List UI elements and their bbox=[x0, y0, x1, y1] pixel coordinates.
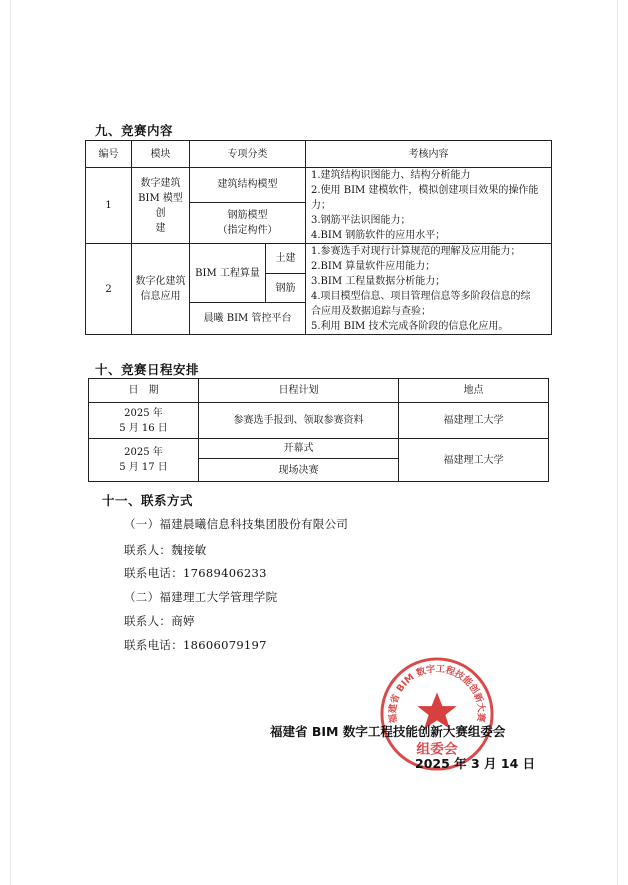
seal-arc-text: 福建省 BIM 数字工程技能创新大赛 bbox=[387, 663, 487, 724]
table-row bbox=[89, 403, 549, 439]
row1-number: 1 bbox=[86, 168, 132, 244]
signature-date: 2025 年 3 月 14 日 bbox=[415, 756, 536, 771]
schedule-plan-2a: 开幕式 bbox=[199, 439, 399, 459]
header-location: 地点 bbox=[399, 379, 549, 403]
row2-category-platform: 晨曦 BIM 管控平台 bbox=[190, 303, 306, 335]
header-date: 日 期 bbox=[89, 379, 199, 403]
contact-person-1: 联系人：魏接敏 bbox=[124, 543, 207, 557]
schedule-header-row bbox=[89, 379, 549, 403]
contact-org-2: （二）福建理工大学管理学院 bbox=[124, 590, 278, 604]
section-10-title: 十、竞赛日程安排 bbox=[95, 362, 200, 377]
row2-content: 1.参赛选手对现行计算规范的理解及应用能力； 2.BIM 算量软件应用能力； 3.BIM 工程量数据分析能力； 4.项目模型信息、项目管理信息等多阶段信息的综 合应用及数据追踪与查验； 5.利用 BIM 技术完成各阶段的信息化应用。 bbox=[306, 244, 552, 335]
row2-sub-rebar: 钢筋 bbox=[266, 274, 306, 303]
header-plan: 日程计划 bbox=[199, 379, 399, 403]
row2-module: 数字化建筑 信息应用 bbox=[132, 244, 190, 335]
page-edge-left bbox=[10, 0, 11, 885]
contact-phone-1: 联系电话：17689406233 bbox=[124, 566, 267, 580]
contact-org-1: （一）福建晨曦信息科技集团股份有限公司 bbox=[124, 517, 349, 531]
schedule-location-1: 福建理工大学 bbox=[399, 403, 549, 439]
page-edge-right bbox=[617, 0, 618, 885]
header-content: 考核内容 bbox=[306, 141, 552, 168]
row1-category-structure: 建筑结构模型 bbox=[190, 168, 306, 203]
header-number: 编号 bbox=[86, 141, 132, 168]
schedule-plan-2b: 现场决赛 bbox=[199, 459, 399, 482]
schedule-plan-1: 参赛选手报到、领取参赛资料 bbox=[199, 403, 399, 439]
schedule-date-2: 2025 年 5 月 17 日 bbox=[89, 439, 199, 482]
table-header-row bbox=[86, 141, 552, 168]
signature-organization: 福建省 BIM 数字工程技能创新大赛组委会 bbox=[270, 724, 506, 739]
table-row bbox=[86, 168, 552, 203]
row1-module: 数字建筑 BIM 模型创 建 bbox=[132, 168, 190, 244]
row2-sub-civil: 土建 bbox=[266, 244, 306, 274]
row1-category-rebar: 钢筋模型 （指定构件） bbox=[190, 202, 306, 243]
section-9-title: 九、竞赛内容 bbox=[95, 123, 174, 138]
table-row bbox=[89, 439, 549, 459]
table-row bbox=[86, 244, 552, 274]
contact-person-2: 联系人：商婷 bbox=[124, 614, 195, 628]
competition-content-table bbox=[85, 140, 552, 335]
row2-category-quantity: BIM 工程算量 bbox=[190, 244, 266, 303]
header-category: 专项分类 bbox=[190, 141, 306, 168]
schedule-date-1: 2025 年 5 月 16 日 bbox=[89, 403, 199, 439]
seal-bottom-text: 组委会 bbox=[416, 741, 458, 758]
row1-content: 1.建筑结构识图能力、结构分析能力 2.使用 BIM 建模软件，模拟创建项目效果的操作能力； 3.钢筋平法识图能力； 4.BIM 钢筋软件的应用水平； bbox=[306, 168, 552, 244]
schedule-table bbox=[88, 378, 549, 482]
schedule-location-2: 福建理工大学 bbox=[399, 439, 549, 482]
section-11-title: 十一、联系方式 bbox=[102, 493, 194, 508]
header-module: 模块 bbox=[132, 141, 190, 168]
contact-phone-2: 联系电话：18606079197 bbox=[124, 638, 267, 652]
row2-number: 2 bbox=[86, 244, 132, 335]
